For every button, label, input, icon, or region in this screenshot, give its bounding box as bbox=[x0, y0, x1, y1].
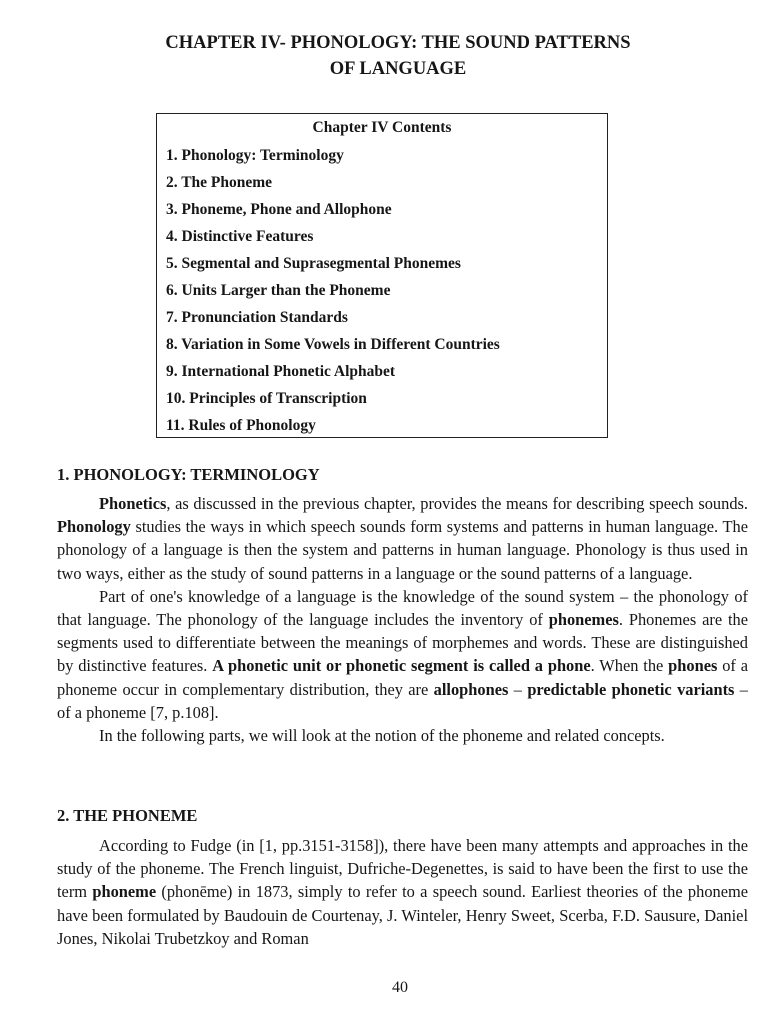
contents-item: 2. The Phoneme bbox=[166, 174, 273, 191]
section-1-body bbox=[57, 492, 748, 747]
section-2-paragraph-1: According to Fudge (in [1, pp.3151-3158]), there have been many attempts and approaches in the study of the phoneme. The French linguist, Dufriche-Degenettes, is said to have been the first to use the term phoneme (phonēme) in 1873, simply to refer to a speech sound. Earliest theories of the phoneme have been formulated by Baudouin de Courtenay, J. Winteler, Henry Sweet, Scerba, F.D. Sausure, Daniel Jones, Nikolai Trubetzkoy and Roman bbox=[57, 836, 749, 948]
section-2-body bbox=[57, 834, 748, 950]
section-1-paragraph-1: Phonetics, as discussed in the previous chapter, provides the means for describing speech sounds. Phonology studies the ways in which speech sounds form systems and patterns in human language. The phonology of a language is then the system and patterns in human language. Phonology is thus used in two ways, either as the study of sound patterns in a language or the sound patterns of a language. bbox=[57, 494, 748, 583]
contents-item: 8. Variation in Some Vowels in Different Countries bbox=[166, 336, 500, 353]
chapter-title-line2: OF LANGUAGE bbox=[329, 59, 467, 79]
contents-item: 7. Pronunciation Standards bbox=[166, 309, 348, 326]
contents-item: 1. Phonology: Terminology bbox=[166, 147, 344, 164]
contents-item: 6. Units Larger than the Phoneme bbox=[166, 282, 391, 299]
contents-item: 10. Principles of Transcription bbox=[166, 390, 367, 407]
section-2-heading: 2. THE PHONEME bbox=[57, 806, 198, 825]
page-number: 40 bbox=[392, 979, 408, 996]
contents-item: 4. Distinctive Features bbox=[166, 228, 314, 245]
section-1-paragraph-3: In the following parts, we will look at the notion of the phoneme and related concepts. bbox=[99, 726, 665, 746]
contents-heading: Chapter IV Contents bbox=[312, 119, 452, 136]
contents-box bbox=[156, 113, 608, 438]
contents-item: 3. Phoneme, Phone and Allophone bbox=[166, 201, 392, 218]
contents-item: 5. Segmental and Suprasegmental Phonemes bbox=[166, 255, 461, 272]
contents-item: 11. Rules of Phonology bbox=[166, 417, 316, 434]
contents-list bbox=[166, 147, 500, 444]
chapter-title-line1: CHAPTER IV- PHONOLOGY: THE SOUND PATTERNS bbox=[165, 33, 631, 53]
contents-item: 9. International Phonetic Alphabet bbox=[166, 363, 396, 380]
section-1-paragraph-2: Part of one's knowledge of a language is the knowledge of the sound system – the phonology of that language. The phonology of the language includes the inventory of phonemes. Phonemes are the segments used to differentiate between the meanings of morphemes and words. These are distinguished by distinctive features. A phonetic unit or phonetic segment is called a phone. When the phones of a phoneme occur in complementary distribution, they are allophones – predictable phonetic variants – of a phoneme [7, p.108]. bbox=[57, 586, 749, 722]
section-1-heading: 1. PHONOLOGY: TERMINOLOGY bbox=[57, 465, 320, 484]
chapter-title bbox=[0, 30, 768, 82]
